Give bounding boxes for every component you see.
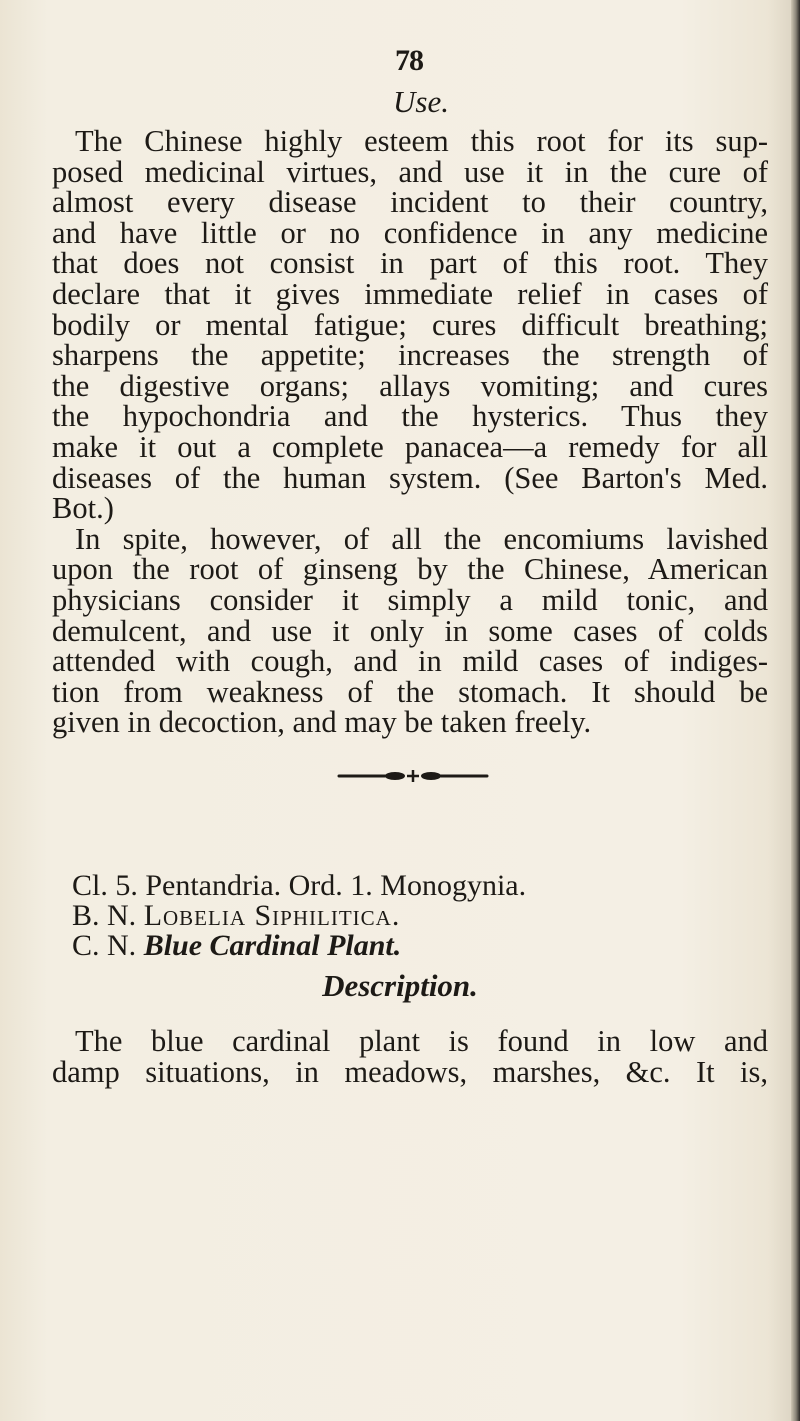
text-line: make it out a complete panacea—a remedy for all xyxy=(52,429,768,464)
common-name-line xyxy=(72,931,752,961)
text-line: sharpens the appetite; increases the strength of xyxy=(52,338,768,373)
text-line: attended with cough, and in mild cases of indiges- xyxy=(52,644,768,679)
text-line: upon the root of ginseng by the Chinese, American xyxy=(52,552,768,587)
text-line: Bot.) xyxy=(52,491,114,526)
text-line: diseases of the human system. (See Barton's Med. xyxy=(52,460,768,495)
text-line: and have little or no confidence in any medicine xyxy=(52,215,768,250)
description-text xyxy=(52,1026,768,1087)
running-head: Use. xyxy=(393,84,449,119)
botanical-name-prefix: B. N. xyxy=(72,899,137,932)
text-line: the hypochondria and the hysterics. Thus they xyxy=(52,399,768,434)
text-line: The blue cardinal plant is found in low and xyxy=(75,1024,768,1058)
page-edge-shadow xyxy=(791,0,800,1421)
section-divider-ornament xyxy=(337,770,489,782)
body-text xyxy=(52,126,768,738)
text-line: physicians consider it simply a mild tonic, and xyxy=(52,582,768,617)
page-number: 78 xyxy=(395,44,423,77)
botanical-name-line xyxy=(72,901,752,931)
botanical-name: Lobelia Siphilitica. xyxy=(143,899,401,932)
description-heading: Description. xyxy=(322,968,478,1003)
text-line: the digestive organs; allays vomiting; and cures xyxy=(52,368,768,403)
text-line: almost every disease incident to their country, xyxy=(52,185,768,220)
text-line: posed medicinal virtues, and use it in the cure of xyxy=(52,154,768,189)
common-name: Blue Cardinal Plant. xyxy=(143,929,402,962)
linnaean-class-line: Cl. 5. Pentandria. Ord. 1. Monogynia. xyxy=(72,869,527,902)
text-line: The Chinese highly esteem this root for its sup- xyxy=(75,124,768,158)
plant-classification xyxy=(72,871,752,961)
text-line: given in decoction, and may be taken freely. xyxy=(52,705,592,740)
text-line: bodily or mental fatigue; cures difficult breathing; xyxy=(52,307,768,342)
text-line: damp situations, in meadows, marshes, &c. It is, xyxy=(52,1054,768,1089)
text-line: In spite, however, of all the encomiums lavished xyxy=(75,521,768,556)
text-line: demulcent, and use it only in some cases of colds xyxy=(52,613,768,648)
text-line: tion from weakness of the stomach. It should be xyxy=(52,674,768,709)
common-name-prefix: C. N. xyxy=(72,929,137,962)
text-line: declare that it gives immediate relief in cases of xyxy=(52,276,768,311)
text-line: that does not consist in part of this root. They xyxy=(52,246,768,281)
